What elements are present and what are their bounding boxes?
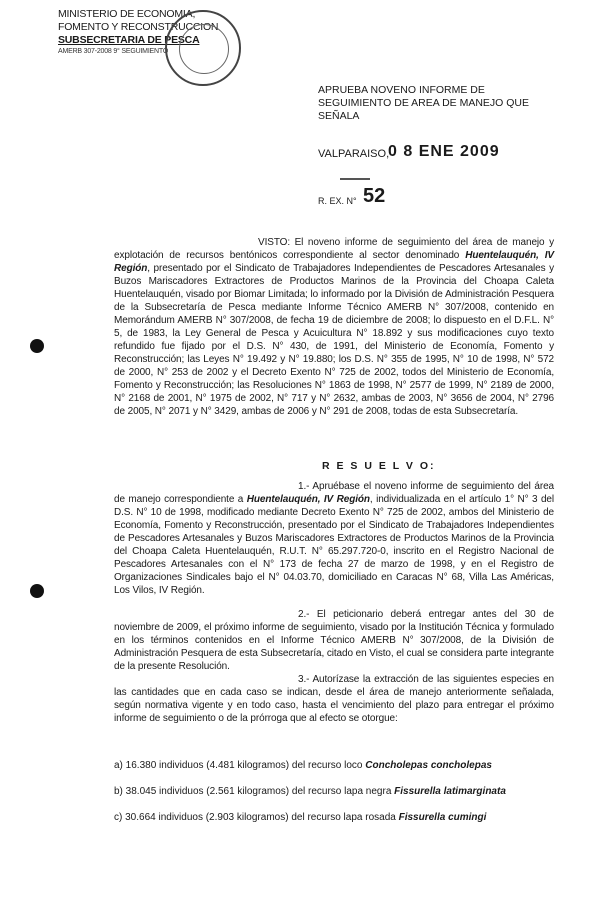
species-item: a) 16.380 individuos (4.481 kilogramos) del recurso loco Concholepas concholepas [114,760,492,771]
visto-paragraph: VISTO: El noveno informe de seguimiento del área de manejo y explotación de recursos bentónicos correspondiente al sector denominado Huentelauquén, IV Región, presentado por el Sindicato de Trabajadores Independientes de Pescadores Artesanales y Buzos Mariscadores Extractores de Productos Marinos de la Provincia del Choapa Caleta Huentelauquén, visado por Biomar Limitada; lo informado por la División de Administración Pesquera de la Subsecretaría de Pesca mediante Informe Técnico AMERB N° 307/2008, contenido en Memorándum AMERB N° 307/2008, de fecha 19 de diciembre de 2008; lo dispuesto en el D.F.L. N° 5, de 1983, la Ley General de Pesca y Acuicultura N° 18.892 y sus modificaciones cuyo texto refundido fue fijado por el D.S. N° 430, de 1991, del Ministerio de Economía, Fomento y Reconstrucción; las Leyes N° 19.492 y N° 19.880; los D.S. N° 355 de 1995, N° 10 de 1998, N° 572 de 2000, N° 253 de 2002 y el Decreto Exento N° 725 de 2002, todos del Ministerio de Economía, Fomento y Reconstrucción; las Resoluciones N° 1863 de 1998, N° 2577 de 1999, N° 2189 de 2000, N° 2168 de 2001, N° 1975 de 2002, N° 717 y N° 2632, ambas de 2003, N° 3656 de 2004, N° 2796 de 2005, N° 2071 y N° 3429, ambas de 2006 y N° 291 de 2008, todas de esta Subsecretaría. [114,237,554,417]
ministry-line-2: FOMENTO Y RECONSTRUCCION [58,21,219,33]
sector-name: Huentelauquén, IV Región [246,494,370,505]
resolution-item-1: 1.- Apruébase el noveno informe de seguimiento del área de manejo correspondiente a Huentelauquén, IV Región, individualizada en el artículo 1° N° 3 del D.S. N° 10 de 1998, modificado mediante Decreto Exento N° 725 de 2002, ambos del Ministerio de Economía, Fomento y Reconstrucción, presentado por el Sindicato de Trabajadores Independientes de Pescadores Artesanales y Buzos Mariscadores Extractores de Productos Marinos de la Provincia del Choapa Caleta Huentelauquén, R.U.T. N° 65.297.720-0, inscrito en el Registro Nacional de Pescadores Artesanales con el N° 173 de fecha 27 de marzo de 1998, y en el Registro de Organizaciones Sindicales bajo el N° 04.03.70, domiciliado en Caracas N° 68, Villa Las Américas, Los Vilos, IV Región. [114,481,554,596]
species-item: c) 30.664 individuos (2.903 kilogramos) del recurso lapa rosada Fissurella cumingi [114,812,487,823]
stamp-inner-ring [179,24,229,74]
resolution-number: 52 [363,185,386,207]
reference-code: AMERB 307-2008 9° SEGUIMIENTO [58,48,169,55]
subsecretaria-line: SUBSECRETARIA DE PESCA [58,34,200,46]
handwritten-mark [340,178,370,180]
resuelvo-heading: R E S U E L V O: [322,460,436,472]
species-name: Fissurella latimarginata [394,786,506,797]
subject-line: SEÑALA [318,110,360,122]
subject-line: APRUEBA NOVENO INFORME DE [318,84,485,96]
species-name: Concholepas concholepas [365,760,492,771]
resolution-label: R. EX. N° [318,196,357,206]
subject-line: SEGUIMIENTO DE AREA DE MANEJO QUE [318,97,530,109]
subject-block [318,84,553,123]
sector-name: Huentelauquén, IV Región [114,250,554,274]
place-label: VALPARAISO, [318,148,390,160]
species-item: b) 38.045 individuos (2.561 kilogramos) del recurso lapa negra Fissurella latimarginata [114,786,506,797]
official-stamp [165,10,241,86]
resolution-item-3: 3.- Autorízase la extracción de las siguientes especies en las cantidades que en cada caso se indican, desde el área de manejo anteriormente señalada, según normativa vigente y en todo caso, hasta el vencimiento del plazo para entregar el próximo informe de seguimiento o de la prórroga que al efecto se otorgue: [114,674,554,724]
binder-hole [30,584,44,598]
species-name: Fissurella cumingi [398,812,487,823]
ministry-line: MINISTERIO DE ECONOMIA, [58,8,196,20]
binder-hole [30,339,44,353]
date-stamp: 0 8 ENE 2009 [388,143,500,160]
resolution-item-2: 2.- El peticionario deberá entregar antes del 30 de noviembre de 2009, el próximo informe de seguimiento, visado por la Institución Técnica y formulado en los términos contenidos en el Informe Técnico AMERB N° 307/2008, de la División de Administración Pesquera de esta Subsecretaría, citado en Visto, el cual se considera parte integrante de la presente Resolución. [114,609,554,672]
